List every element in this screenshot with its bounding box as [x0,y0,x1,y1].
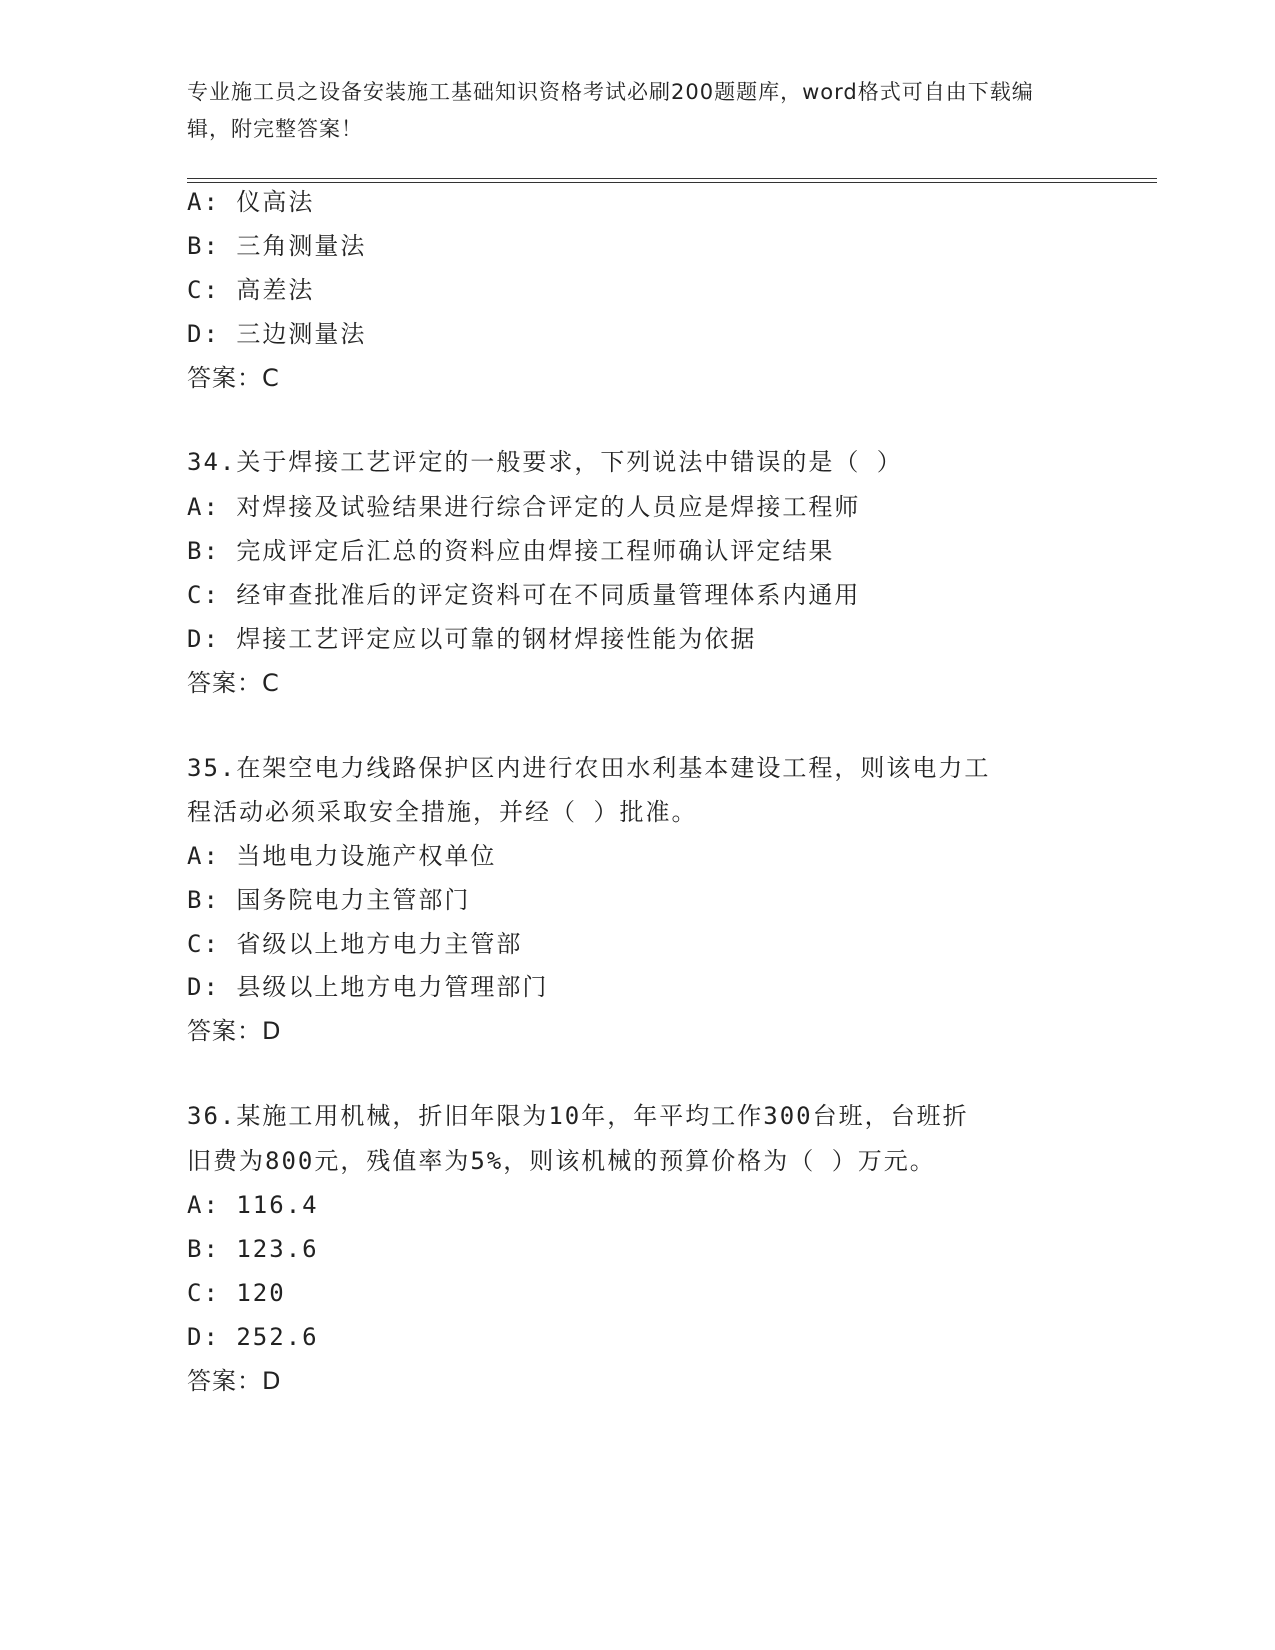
question-35-line-2: 程活动必须采取安全措施，并经（ ）批准。 [187,798,698,826]
option-c: C: 120 [187,1279,286,1307]
option-d: D: 焊接工艺评定应以可靠的钢材焊接性能为依据 [187,625,757,653]
option-b: B: 国务院电力主管部门 [187,886,471,914]
answer: 答案：C [187,364,280,392]
question-36-line-1: 36.某施工用机械，折旧年限为10年，年平均工作300台班，台班折 [187,1102,969,1130]
option-b: B: 完成评定后汇总的资料应由焊接工程师确认评定结果 [187,537,835,565]
option-c: C: 高差法 [187,276,315,304]
header-divider-bottom [187,182,1157,183]
option-d: D: 三边测量法 [187,320,367,348]
answer: 答案：C [187,669,280,697]
header-divider-top [187,178,1157,179]
option-a: A: 当地电力设施产权单位 [187,842,497,870]
option-c: C: 经审查批准后的评定资料可在不同质量管理体系内通用 [187,581,861,609]
option-d: D: 县级以上地方电力管理部门 [187,973,549,1001]
option-c: C: 省级以上地方电力主管部 [187,930,523,958]
document-header: 专业施工员之设备安装施工基础知识资格考试必刷200题题库，word格式可自由下载编辑，附完整答案！ [187,80,1034,141]
option-a: A: 116.4 [187,1191,319,1219]
question-34: 34.关于焊接工艺评定的一般要求，下列说法中错误的是（ ） [187,448,903,476]
question-35-line-1: 35.在架空电力线路保护区内进行农田水利基本建设工程，则该电力工 [187,754,991,782]
answer: 答案：D [187,1367,282,1395]
option-b: B: 123.6 [187,1235,319,1263]
option-a: A: 对焊接及试验结果进行综合评定的人员应是焊接工程师 [187,493,861,521]
option-d: D: 252.6 [187,1323,319,1351]
option-a: A: 仪高法 [187,188,315,216]
question-36-line-2: 旧费为800元，残值率为5%，则该机械的预算价格为（ ）万元。 [187,1147,936,1175]
answer: 答案：D [187,1017,282,1045]
option-b: B: 三角测量法 [187,232,367,260]
